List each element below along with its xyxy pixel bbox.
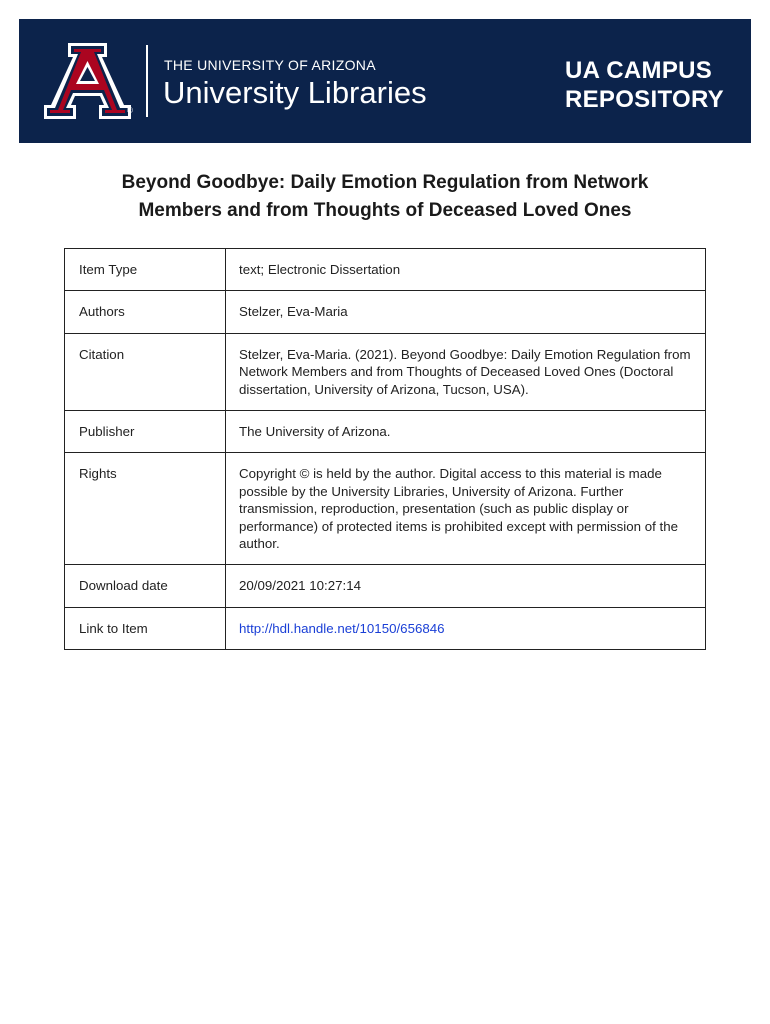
repository-line-2: REPOSITORY (564, 86, 724, 113)
row-value-authors: Stelzer, Eva-Maria (226, 291, 706, 333)
table-row (65, 453, 706, 565)
repository-banner (19, 19, 751, 143)
table-row (65, 565, 706, 607)
row-label-item-type: Item Type (65, 249, 226, 291)
arizona-a-logo-icon (44, 43, 131, 119)
registered-mark: ® (127, 106, 133, 115)
table-row (65, 291, 706, 333)
row-value-item-type: text; Electronic Dissertation (226, 249, 706, 291)
banner-divider (146, 45, 148, 117)
row-label-download-date: Download date (65, 565, 226, 607)
row-value-download-date: 20/09/2021 10:27:14 (226, 565, 706, 607)
table-row (65, 607, 706, 649)
libraries-name: University Libraries (163, 75, 427, 110)
repository-name (565, 56, 724, 114)
repository-line-1: UA CAMPUS (564, 57, 713, 84)
row-label-publisher: Publisher (65, 411, 226, 453)
title-line-2: Members and from Thoughts of Deceased Loved Ones (138, 200, 632, 221)
title-line-1: Beyond Goodbye: Daily Emotion Regulation from Network (121, 172, 649, 193)
row-value-citation: Stelzer, Eva-Maria. (2021). Beyond Goodbye: Daily Emotion Regulation from Network Members and from Thoughts of Deceased Loved Ones (Doctoral dissertation, University of Arizona, Tucson, USA). (226, 333, 706, 410)
table-row (65, 249, 706, 291)
row-value-link-to-item (226, 607, 706, 649)
row-value-rights: Copyright © is held by the author. Digital access to this material is made possible by the University Libraries, University of Arizona. Further transmission, reproduction, presentation (such as public display or performance) of protected items is prohibited except with permission of the author. (226, 453, 706, 565)
row-label-authors: Authors (65, 291, 226, 333)
handle-link[interactable]: http://hdl.handle.net/10150/656846 (239, 620, 445, 636)
university-name: THE UNIVERSITY OF ARIZONA (164, 57, 376, 73)
metadata-table (64, 248, 706, 650)
document-title (40, 169, 730, 225)
row-label-citation: Citation (65, 333, 226, 410)
row-value-publisher: The University of Arizona. (226, 411, 706, 453)
row-label-rights: Rights (65, 453, 226, 565)
row-label-link-to-item: Link to Item (65, 607, 226, 649)
table-row (65, 333, 706, 410)
table-row (65, 411, 706, 453)
